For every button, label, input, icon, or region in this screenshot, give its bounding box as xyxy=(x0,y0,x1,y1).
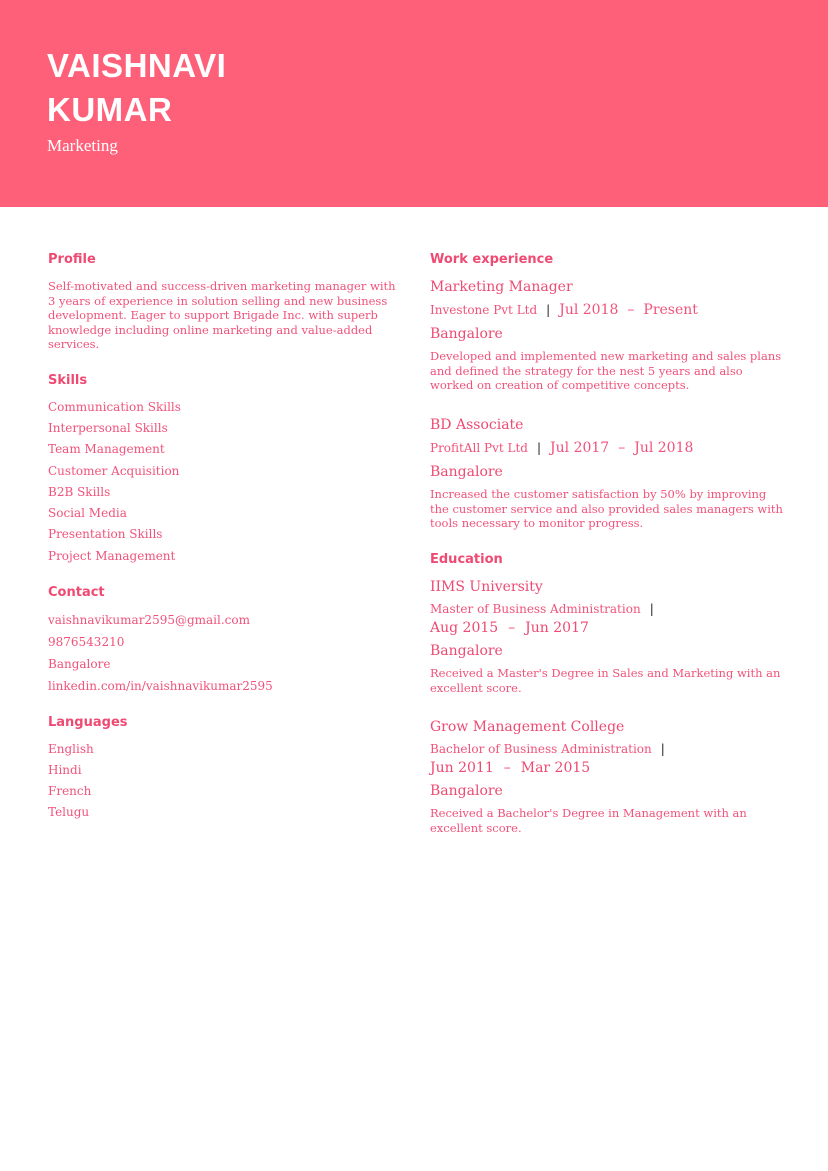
date-dash: – xyxy=(618,440,626,456)
school-name: IIMS University xyxy=(430,579,543,595)
education-end: Mar 2015 xyxy=(520,760,591,776)
resume-header xyxy=(0,0,828,207)
job-end: Present xyxy=(643,302,698,318)
languages-heading: Languages xyxy=(48,715,128,730)
skill-item: Team Management xyxy=(48,442,165,456)
language-item: French xyxy=(48,784,92,798)
education-start: Jun 2011 xyxy=(430,760,494,776)
work-heading: Work experience xyxy=(430,252,554,267)
job-start: Jul 2017 xyxy=(550,440,610,456)
last-name: KUMAR xyxy=(47,91,173,128)
separator: | xyxy=(546,303,551,317)
date-dash: – xyxy=(503,760,511,776)
skill-item: Customer Acquisition xyxy=(48,464,180,478)
education-start: Aug 2015 xyxy=(430,620,499,636)
contact-email[interactable]: vaishnavikumar2595@gmail.com xyxy=(48,613,250,627)
education-location: Bangalore xyxy=(430,643,503,659)
school-name: Grow Management College xyxy=(430,719,625,735)
degree-name: Bachelor of Business Administration xyxy=(430,742,652,756)
profile-heading: Profile xyxy=(48,252,96,267)
education-description: Received a Bachelor's Degree in Management with an excellent score. xyxy=(430,806,747,835)
skill-item: B2B Skills xyxy=(48,485,111,499)
language-item: English xyxy=(48,742,94,756)
job-start: Jul 2018 xyxy=(559,302,619,318)
candidate-name xyxy=(47,44,226,132)
degree-name: Master of Business Administration xyxy=(430,602,641,616)
education-description: Received a Master's Degree in Sales and Marketing with an excellent score. xyxy=(430,666,781,695)
skill-item: Communication Skills xyxy=(48,400,181,414)
job-meta xyxy=(430,302,698,318)
date-dash: – xyxy=(508,620,516,636)
job-description: Increased the customer satisfaction by 50% by improving the customer service and also provided sales managers with tools necessary to monitor progress. xyxy=(430,487,783,530)
candidate-role: Marketing xyxy=(47,136,118,155)
education-dates xyxy=(430,760,590,776)
contact-city: Bangalore xyxy=(48,657,111,671)
education-end: Jun 2017 xyxy=(525,620,589,636)
education-dates xyxy=(430,620,589,636)
skill-item: Interpersonal Skills xyxy=(48,421,168,435)
education-heading: Education xyxy=(430,552,503,567)
job-end: Jul 2018 xyxy=(634,440,694,456)
language-item: Hindi xyxy=(48,763,82,777)
first-name: VAISHNAVI xyxy=(47,47,227,84)
date-dash: – xyxy=(627,302,635,318)
skills-heading: Skills xyxy=(48,373,88,388)
job-title: Marketing Manager xyxy=(430,279,573,295)
job-meta xyxy=(430,440,693,456)
job-location: Bangalore xyxy=(430,326,503,342)
job-title: BD Associate xyxy=(430,417,524,433)
job-location: Bangalore xyxy=(430,464,503,480)
separator: | xyxy=(649,602,654,616)
contact-linkedin[interactable]: linkedin.com/in/vaishnavikumar2595 xyxy=(48,679,273,693)
education-location: Bangalore xyxy=(430,783,503,799)
job-description: Developed and implemented new marketing and sales plans and defined the strategy for the nest 5 years and also worked on creation of competitive concepts. xyxy=(430,349,782,392)
skill-item: Presentation Skills xyxy=(48,527,163,541)
separator: | xyxy=(536,441,542,455)
separator: | xyxy=(660,742,665,756)
skill-item: Social Media xyxy=(48,506,127,520)
language-item: Telugu xyxy=(48,805,90,819)
job-company: Investone Pvt Ltd xyxy=(430,303,538,317)
degree-line xyxy=(430,742,674,756)
profile-text: Self-motivated and success-driven marketing manager with 3 years of experience in solution selling and new business development. Eager to support Brigade Inc. with superb knowledge including online marketing and value-added services. xyxy=(48,279,396,351)
job-company: ProfitAll Pvt Ltd xyxy=(430,441,528,455)
contact-heading: Contact xyxy=(48,585,105,600)
degree-line xyxy=(430,602,663,616)
skill-item: Project Management xyxy=(48,549,176,563)
contact-phone: 9876543210 xyxy=(48,635,125,649)
